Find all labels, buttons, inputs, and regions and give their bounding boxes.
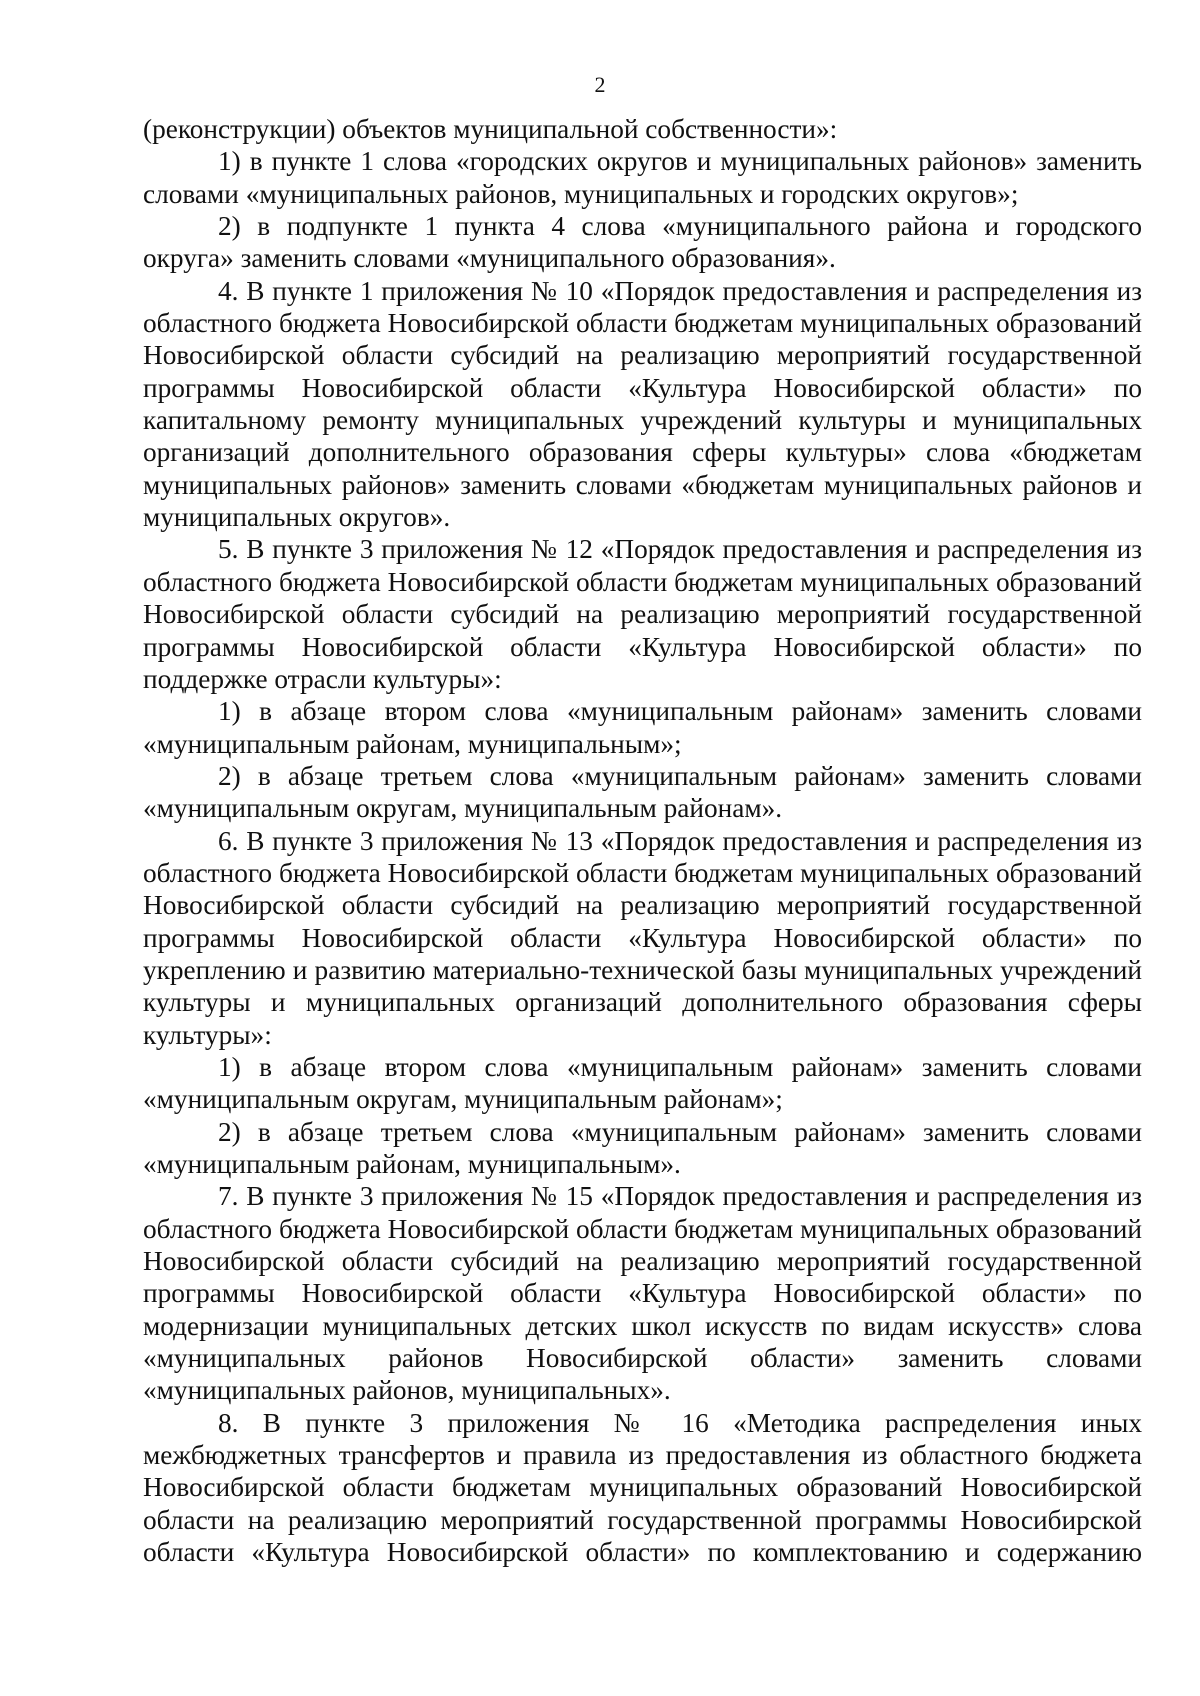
paragraph: 4. В пункте 1 приложения № 10 «Порядок предоставления и распределения из областного бюджета Новосибирской области бюджетам муниципальных образований Новосибирской области субсидий на реализацию мероприятий государственной программы Новосибирской области «Культура Новосибирской области» по капитальному ремонту муниципальных учреждений культуры и муниципальных организаций дополнительного образования сферы культуры» слова «бюджетам муниципальных районов» заменить словами «бюджетам муниципальных районов и муниципальных округов». [143, 275, 1142, 533]
paragraph: 6. В пункте 3 приложения № 13 «Порядок предоставления и распределения из областного бюджета Новосибирской области бюджетам муниципальных образований Новосибирской области субсидий на реализацию мероприятий государственной программы Новосибирской области «Культура Новосибирской области» по укреплению и развитию материально-технической базы муниципальных учреждений культуры и муниципальных организаций дополнительного образования сферы культуры»: [143, 825, 1142, 1050]
paragraph: (реконструкции) объектов муниципальной собственности»: [143, 114, 838, 144]
document-body [143, 113, 1142, 1568]
paragraph: 5. В пункте 3 приложения № 12 «Порядок предоставления и распределения из областного бюджета Новосибирской области бюджетам муниципальных образований Новосибирской области субсидий на реализацию мероприятий государственной программы Новосибирской области «Культура Новосибирской области» по поддержке отрасли культуры»: [143, 534, 1142, 694]
paragraph: 2) в абзаце третьем слова «муниципальным районам» заменить словами «муниципальным районам, муниципальным». [143, 1116, 1142, 1179]
paragraph: 1) в абзаце втором слова «муниципальным районам» заменить словами «муниципальным районам, муниципальным»; [143, 696, 1142, 759]
paragraph: 1) в пункте 1 слова «городских округов и муниципальных районов» заменить словами «муниципальных районов, муниципальных и городских округов»; [143, 146, 1142, 209]
paragraph: 1) в абзаце втором слова «муниципальным районам» заменить словами «муниципальным округам, муниципальным районам»; [143, 1051, 1142, 1115]
paragraph: 2) в подпункте 1 пункта 4 слова «муниципального района и городского округа» заменить словами «муниципального образования». [143, 211, 1142, 274]
paragraph: 7. В пункте 3 приложения № 15 «Порядок предоставления и распределения из областного бюджета Новосибирской области бюджетам муниципальных образований Новосибирской области субсидий на реализацию мероприятий государственной программы Новосибирской области «Культура Новосибирской области» по модернизации муниципальных детских школ искусств по видам искусств» слова «муниципальных районов Новосибирской области» заменить словами «муниципальных районов, муниципальных». [143, 1181, 1142, 1406]
paragraph: 8. В пункте 3 приложения № 16 «Методика распределения иных межбюджетных трансфертов и правила из предоставления из областного бюджета Новосибирской области бюджетам муниципальных образований Новосибирской области на реализацию мероприятий государственной программы Новосибирской области «Культура Новосибирской области» по комплектованию и содержанию [143, 1407, 1142, 1568]
paragraph: 2) в абзаце третьем слова «муниципальным районам» заменить словами «муниципальным округам, муниципальным районам». [143, 760, 1142, 824]
page-number: 2 [594, 72, 606, 97]
